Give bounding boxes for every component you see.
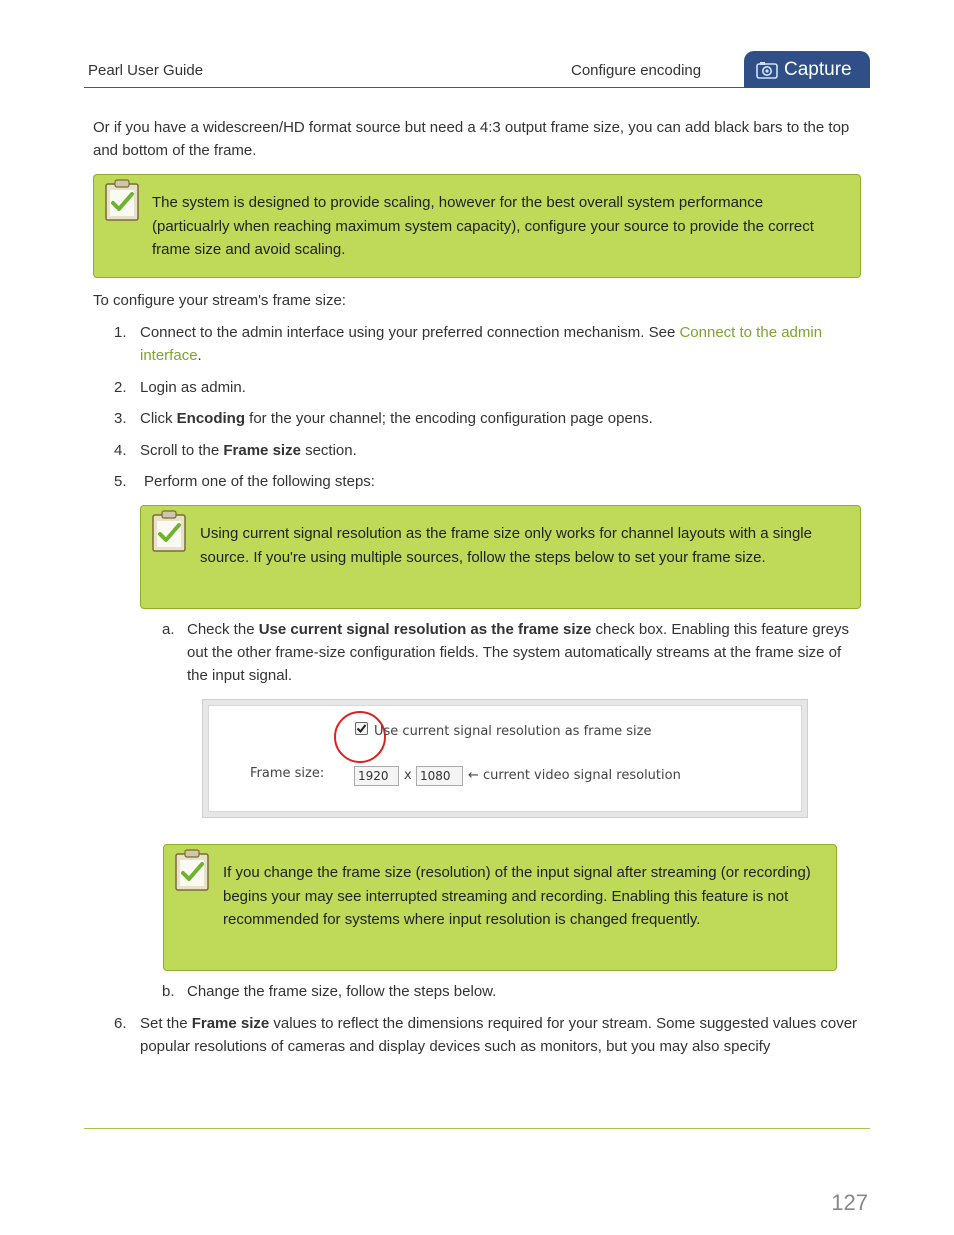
step-number: 5. [114,473,127,490]
step-6-post: values to reflect the dimensions required for your stream. Some suggested values cover popular resolutions of cameras and display devices such as monitors, but you may also specify [140,1015,858,1055]
step-1-text: Connect to the admin interface using your preferred connection mechanism. See [140,324,680,341]
camera-icon [756,61,778,79]
section-title: Configure encoding [571,62,702,79]
frame-size-screenshot [202,699,808,818]
step-6-pre: Set the [140,1015,192,1032]
step-text [140,321,864,367]
step-6-text [140,1012,864,1058]
step-3-bold: Encoding [176,410,245,427]
step-4-pre: Scroll to the [140,442,224,459]
steps-intro: To configure your stream's frame size: [93,292,346,309]
page-header [84,50,870,88]
step-3-text [140,407,864,430]
note-text-interrupted-streaming: If you change the frame size (resolution) of the input signal after streaming (or recording) begins your may see interrupted streaming and recording. Enabling this feature is not recommended for systems where input resolution is changed frequently. [223,864,811,928]
substep-letter: a. [162,621,175,638]
step-1-period: . [197,347,202,364]
step-number: 3. [114,410,127,427]
frame-width-input[interactable]: 1920 [354,766,399,786]
intro-paragraph: Or if you have a widescreen/HD format source but need a 4:3 output frame size, you can add black bars to the top and bottom of the frame. [93,119,850,159]
note-box-single-source [140,505,861,609]
step-3-pre: Click [140,410,177,427]
note-text-scaling: The system is designed to provide scaling, however for the best overall system performance (particualrly when reaching maximum system capacity), configure your source to provide the correct frame size and avoid scaling. [152,194,814,258]
note-box-interrupted-streaming [163,844,837,971]
footer-divider [84,1128,870,1129]
step-number: 1. [114,324,127,341]
substep-a-text [187,618,862,687]
step-4-post: section. [300,442,357,459]
substep-a-bold: Use current signal resolution as the frame size [258,621,592,638]
capture-tab-label: Capture [784,58,852,80]
note-box-scaling [93,174,861,278]
page-number: 127 [831,1190,868,1215]
step-6-bold: Frame size [191,1015,270,1032]
connect-admin-link[interactable]: Connect to the admin interface [140,324,823,364]
frame-size-panel [208,705,802,812]
clipboard-check-icon [174,848,210,892]
step-4-bold: Frame size [223,442,301,459]
frame-height-input[interactable]: 1080 [416,766,463,786]
times-symbol: x [404,768,412,783]
step-number: 2. [114,379,127,396]
signal-resolution-hint: ← current video signal resolution [468,768,681,783]
clipboard-check-icon [151,509,187,553]
substep-a-post: check box. Enabling this feature greys out the other frame-size configuration fields. The system automatically streams at the frame size of the input signal. [187,621,849,684]
step-3-post: for the your channel; the encoding configuration page opens. [245,410,653,427]
substep-b-text: Change the frame size, follow the steps below. [187,983,497,1000]
guide-title: Pearl User Guide [88,62,204,79]
step-number: 6. [114,1015,127,1032]
substep-letter: b. [162,983,175,1000]
signal-resolution-label: Use current signal resolution as frame size [374,724,652,739]
frame-size-label: Frame size: [250,766,325,781]
step-2-text: Login as admin. [140,379,246,396]
note-text-single-source: Using current signal resolution as the frame size only works for channel layouts with a single source. If you're using multiple sources, follow the steps below to set your frame size. [200,525,812,566]
step-4-text [140,439,864,462]
clipboard-check-icon [104,178,140,222]
substep-a-pre: Check the [187,621,259,638]
step-5-text: Perform one of the following steps: [144,473,375,490]
capture-tab [744,51,870,88]
step-number: 4. [114,442,127,459]
